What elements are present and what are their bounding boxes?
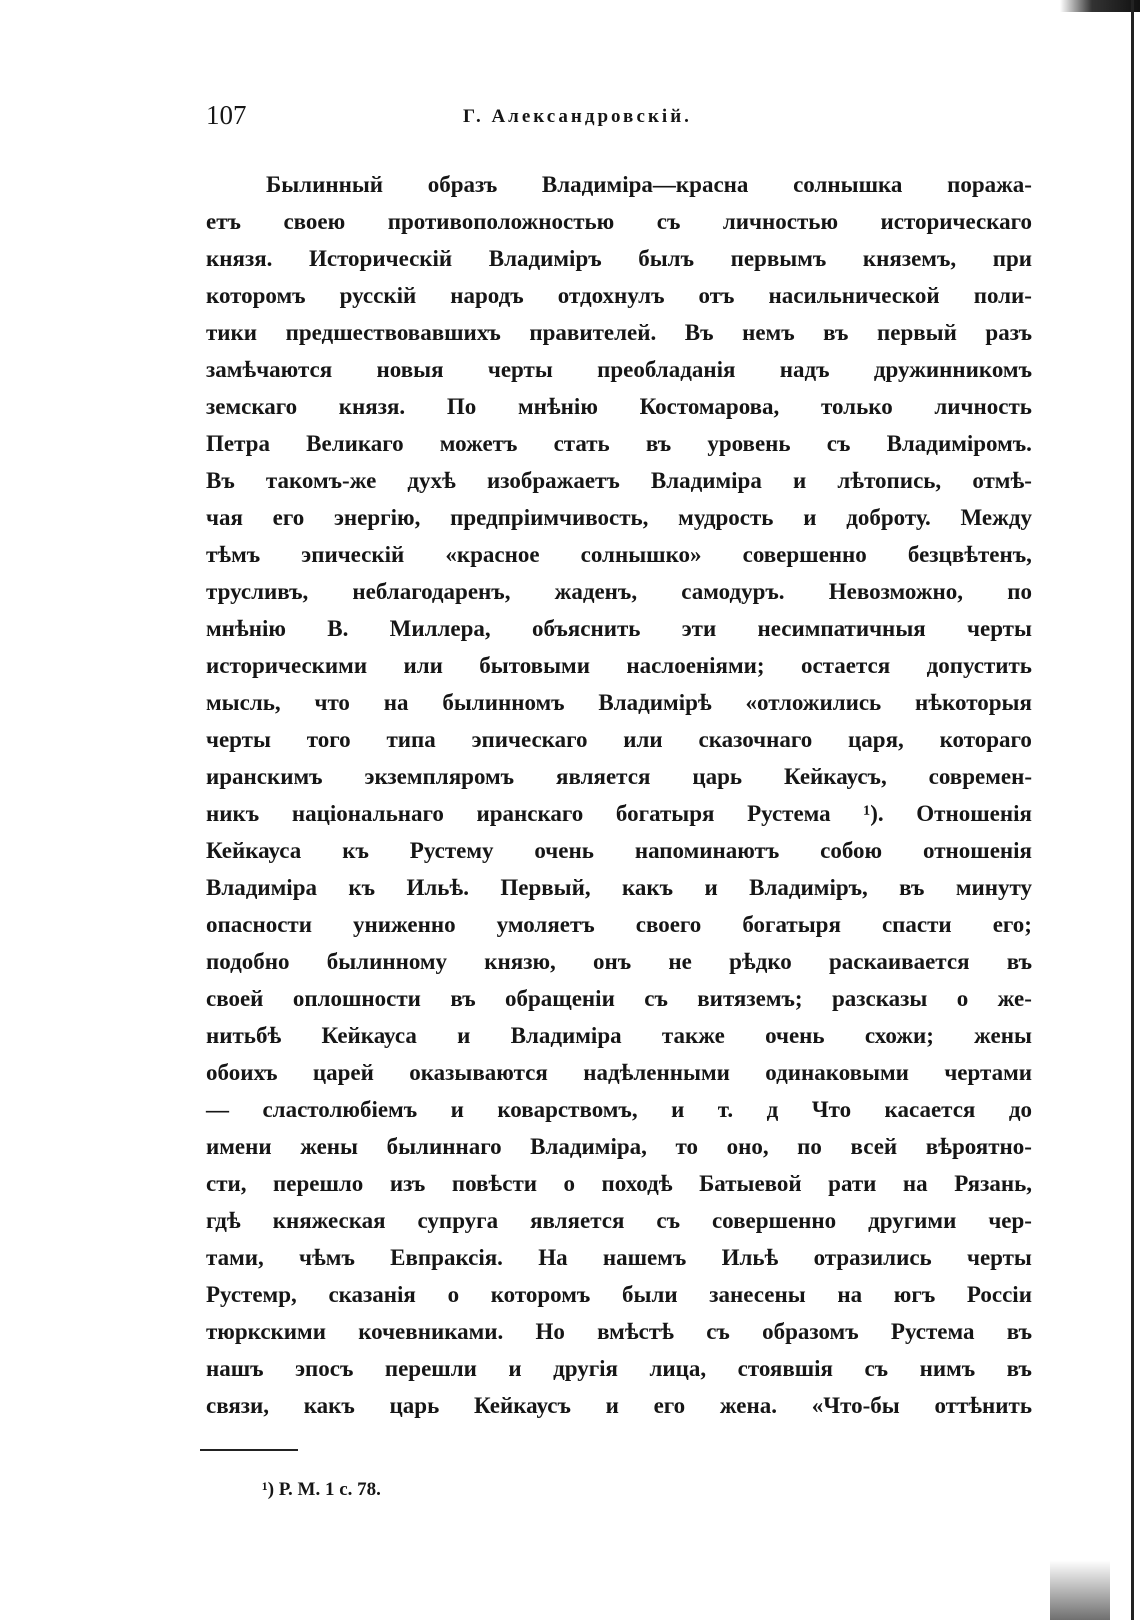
text-line: нитьбѣ Кейкауса и Владиміра также очень схожи; жены: [206, 1023, 1032, 1048]
text-line: тѣмъ эпическій «красное солнышко» совершенно безцвѣтенъ,: [206, 542, 1032, 567]
page-number: 107: [206, 100, 247, 130]
scan-edge-mark-top: [1060, 0, 1140, 12]
running-head: Г. Александровскій.: [463, 106, 692, 127]
scan-edge-right: [1131, 0, 1134, 1620]
text-line: гдѣ княжеская супруга является съ совершенно другими чер-: [206, 1208, 1032, 1233]
text-line: обоихъ царей оказываются надѣленными одинаковыми чертами: [206, 1060, 1032, 1085]
text-line: Кейкауса къ Рустему очень напоминаютъ собою отношенія: [206, 838, 1032, 863]
text-line: сти, перешло изъ повѣсти о походѣ Батыевой рати на Рязань,: [206, 1171, 1032, 1196]
text-line: Въ такомъ-же духѣ изображаетъ Владиміра и лѣтопись, отмѣ-: [206, 468, 1032, 493]
text-line: — сластолюбіемъ и коварствомъ, и т. д Что касается до: [206, 1097, 1032, 1122]
text-line: черты того типа эпическаго или сказочнаго царя, котораго: [206, 727, 1032, 752]
text-line: замѣчаются новыя черты преобладанія надъ дружинникомъ: [206, 357, 1032, 382]
text-line: подобно былинному князю, онъ не рѣдко раскаивается въ: [206, 949, 1032, 974]
text-line: земскаго князя. По мнѣнію Костомарова, только личность: [206, 394, 1032, 419]
text-line: Былинный образъ Владиміра—красна солнышка поража-: [266, 172, 1032, 197]
footnote: ¹) Р. М. 1 с. 78.: [262, 1479, 381, 1500]
text-line: нашъ эпосъ перешли и другія лица, стоявшія съ нимъ въ: [206, 1356, 1032, 1381]
page-header: [206, 100, 1036, 140]
footnote-divider: [200, 1449, 298, 1451]
text-line: никъ національнаго иранскаго богатыря Рустема ¹). Отношенія: [206, 801, 1032, 826]
text-line: князя. Историческій Владиміръ былъ первымъ княземъ, при: [206, 246, 1032, 271]
text-line: своей оплошности въ обращеніи съ витяземъ; разсказы о же-: [206, 986, 1032, 1011]
text-line: Рустемр, сказанія о которомъ были занесены на югъ Россіи: [206, 1282, 1032, 1307]
text-line: тики предшествовавшихъ правителей. Въ немъ въ первый разъ: [206, 320, 1032, 345]
text-line: имени жены былиннаго Владиміра, то оно, по всей вѣроятно-: [206, 1134, 1032, 1159]
text-line: связи, какъ царь Кейкаусъ и его жена. «Что-бы оттѣнить: [206, 1393, 1032, 1418]
scan-edge-mark-bottom: [1050, 1470, 1110, 1620]
text-line: тами, чѣмъ Евпраксія. На нашемъ Ильѣ отразились черты: [206, 1245, 1032, 1270]
text-line: тюркскими кочевниками. Но вмѣстѣ съ образомъ Рустема въ: [206, 1319, 1032, 1344]
text-line: трусливъ, неблагодаренъ, жаденъ, самодуръ. Невозможно, по: [206, 579, 1032, 604]
text-line: етъ своею противоположностью съ личностью историческаго: [206, 209, 1032, 234]
text-line: мнѣнію В. Миллера, объяснить эти несимпатичныя черты: [206, 616, 1032, 641]
text-line: иранскимъ экземпляромъ является царь Кейкаусъ, современ-: [206, 764, 1032, 789]
text-line: историческими или бытовыми наслоеніями; остается допустить: [206, 653, 1032, 678]
text-line: Петра Великаго можетъ стать въ уровень съ Владиміромъ.: [206, 431, 1032, 456]
text-line: опасности униженно умоляетъ своего богатыря спасти его;: [206, 912, 1032, 937]
body-text: [206, 166, 1032, 1424]
text-line: мысль, что на былинномъ Владимірѣ «отложились нѣкоторыя: [206, 690, 1032, 715]
text-line: которомъ русскій народъ отдохнулъ отъ насильнической поли-: [206, 283, 1032, 308]
text-line: чая его энергію, предпріимчивость, мудрость и доброту. Между: [206, 505, 1032, 530]
text-line: Владиміра къ Ильѣ. Первый, какъ и Владиміръ, въ минуту: [206, 875, 1032, 900]
